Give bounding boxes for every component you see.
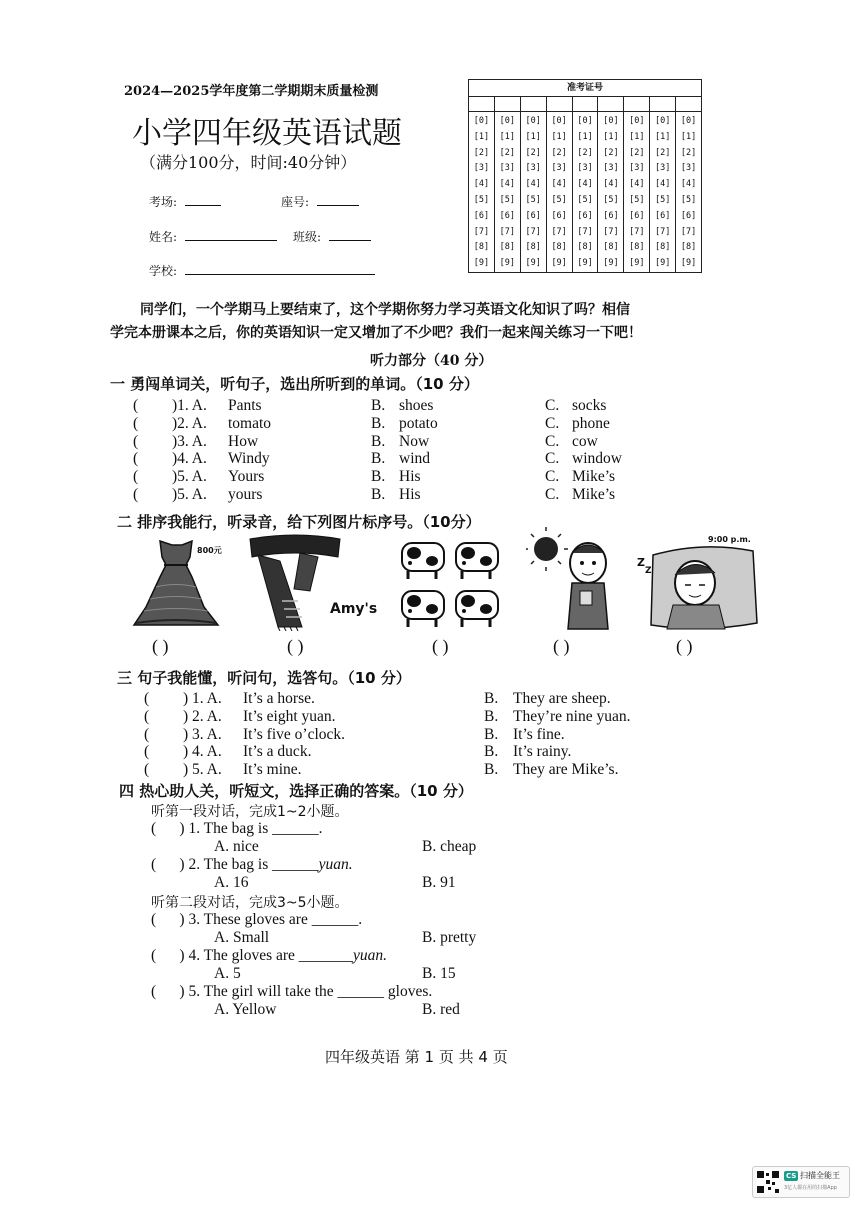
s1-option-c: window [572, 450, 622, 468]
sleeping-boy-picture [643, 537, 763, 633]
s4-q4-text: ) 4. The gloves are _______ [179, 947, 354, 964]
s1-item-number: )5. A. [172, 468, 207, 486]
picture-answer-5[interactable]: ( ) [676, 636, 693, 656]
s4-q2-b: B. 91 [422, 874, 456, 891]
admission-digit-option[interactable]: [4] [655, 179, 671, 190]
admission-digit-option[interactable]: [8] [629, 242, 645, 253]
admission-digit-option[interactable]: [0] [499, 116, 516, 126]
s1-option-c: Mike’s [572, 486, 616, 503]
picture-answer-2[interactable]: ( ) [287, 636, 304, 656]
s1-option-a: Pants [228, 397, 262, 414]
s4-q3-a: A. Small [214, 929, 270, 946]
admission-digit-option[interactable]: [1] [680, 131, 697, 142]
field-seat-blank[interactable] [317, 191, 359, 206]
s1-option-c-letter: C. [545, 432, 560, 450]
picture-answer-3[interactable]: ( ) [432, 636, 449, 656]
s4-q5-a: A. Yellow [214, 1001, 277, 1018]
s1-option-b: His [399, 486, 421, 503]
admission-digit-option[interactable]: [5] [603, 194, 619, 205]
field-room-label: 考场: [149, 195, 178, 209]
section-4-title: 四 热心助人关，听短文，选择正确的答案。（10 分） [119, 782, 473, 800]
admission-digit-option[interactable]: [7] [577, 226, 593, 237]
admission-digit-option[interactable]: [3] [551, 163, 567, 174]
admission-write-cell[interactable] [573, 97, 599, 111]
s1-option-b-letter: B. [371, 468, 386, 486]
admission-digit-option[interactable]: [0] [655, 116, 671, 126]
field-name-label: 姓名: [149, 230, 178, 244]
s4-q5-text: ) 5. The girl will take the ______ gloves. [179, 983, 433, 1000]
admission-digit-option[interactable]: [7] [680, 226, 697, 237]
s1-item-number: )2. A. [172, 414, 207, 432]
admission-digit-columns [469, 112, 701, 272]
admission-digit-option[interactable]: [9] [629, 258, 645, 269]
admission-digit-option[interactable]: [6] [525, 210, 541, 221]
s1-item-number: )5. A. [172, 486, 207, 503]
admission-label: 准考证号 [469, 80, 701, 97]
admission-digit-option[interactable]: [2] [551, 147, 567, 158]
listening-header: 听力部分（40 分） [370, 353, 493, 369]
admission-digit-option[interactable]: [6] [629, 210, 645, 221]
s1-answer-paren[interactable]: ( [133, 397, 139, 414]
s4-q1 [151, 820, 323, 838]
s1-answer-paren[interactable]: ( [133, 486, 139, 503]
s3-option-b: It’s fine. [513, 725, 565, 743]
admission-digit-option[interactable]: [5] [629, 194, 645, 205]
admission-digit-option[interactable]: [9] [551, 258, 567, 269]
s1-item-number: )1. A. [172, 397, 207, 414]
admission-digit-option[interactable]: [7] [551, 226, 567, 237]
s3-answer-paren[interactable]: ( [144, 707, 150, 725]
s3-option-b: They’re nine yuan. [513, 707, 631, 725]
admission-digit-column [521, 112, 547, 272]
admission-write-cell[interactable] [547, 97, 573, 111]
s4-q3-text: ) 3. These gloves are ______. [179, 911, 363, 928]
s4-q4-b: B. 15 [422, 965, 456, 982]
field-seat-label: 座号: [281, 195, 310, 209]
admission-write-cell[interactable] [624, 97, 650, 111]
s1-option-c-letter: C. [545, 414, 560, 432]
admission-digit-option[interactable]: [9] [499, 258, 516, 269]
admission-digit-option[interactable]: [4] [551, 179, 567, 190]
admission-digit-option[interactable]: [2] [655, 147, 671, 158]
s3-item-number: ) 1. A. [183, 690, 222, 707]
admission-digit-option[interactable]: [7] [473, 226, 490, 237]
admission-digit-option[interactable]: [8] [525, 242, 541, 253]
s1-option-a: yours [228, 486, 263, 503]
admission-digit-option[interactable]: [2] [577, 147, 593, 158]
intro-line-1: 同学们，一个学期马上要结束了，这个学期你努力学习英语文化知识了吗？相信 [140, 302, 630, 318]
s3-option-b-letter: B. [484, 743, 499, 761]
bedtime-tag: 9:00 p.m. [708, 535, 751, 544]
s4-q5-b: B. red [422, 1001, 460, 1018]
admission-digit-option[interactable]: [7] [655, 226, 671, 237]
s3-item-number: ) 3. A. [183, 725, 222, 743]
admission-write-cell[interactable] [469, 97, 495, 111]
admission-digit-option[interactable]: [7] [525, 226, 541, 237]
section-4-part-1: 听第一段对话，完成1~2小题。 [151, 804, 349, 820]
field-school-label: 学校: [149, 264, 178, 278]
s3-answer-paren[interactable]: ( [144, 725, 150, 743]
watermark-subtitle: 3亿人都在用的扫描App [784, 1185, 837, 1191]
section-1-title: 一 勇闯单词关，听句子，选出所听到的单词。（10 分） [110, 375, 479, 393]
s3-option-b: It’s rainy. [513, 743, 572, 761]
admission-digit-column [573, 112, 599, 272]
admission-digit-option[interactable]: [5] [655, 194, 671, 205]
admission-digit-option[interactable]: [8] [551, 242, 567, 253]
admission-digit-option[interactable]: [9] [525, 258, 541, 269]
s3-option-b-letter: B. [484, 707, 499, 725]
admission-digit-option[interactable]: [8] [473, 242, 490, 253]
s4-q5 [151, 983, 432, 1001]
admission-digit-option[interactable]: [0] [525, 116, 541, 126]
field-class-blank[interactable] [329, 226, 371, 241]
s4-q1-text: ) 1. The bag is ______. [179, 820, 323, 837]
s4-q2 [151, 856, 353, 874]
admission-digit-option[interactable]: [1] [473, 131, 490, 142]
admission-digit-column [676, 112, 701, 272]
scanner-watermark [752, 1166, 850, 1198]
s1-item-number: )3. A. [172, 432, 207, 450]
admission-digit-column [598, 112, 624, 272]
admission-digit-option[interactable]: [3] [629, 163, 645, 174]
s3-option-b: They are Mike’s. [513, 761, 619, 779]
admission-digit-column [495, 112, 521, 272]
s1-option-a: Windy [228, 450, 270, 468]
s1-option-b-letter: B. [371, 414, 386, 432]
admission-digit-column [469, 112, 495, 272]
admission-digit-option[interactable]: [2] [629, 147, 645, 158]
admission-digit-option[interactable]: [0] [577, 116, 593, 126]
sleep-z-2: Z [645, 566, 652, 576]
qr-code-icon [756, 1170, 780, 1194]
s4-q3 [151, 911, 362, 929]
admission-digit-option[interactable]: [4] [577, 179, 593, 190]
answer-paren[interactable]: ( [151, 983, 180, 1000]
admission-digit-option[interactable]: [1] [499, 131, 516, 142]
admission-digit-option[interactable]: [6] [551, 210, 567, 221]
admission-digit-option[interactable]: [1] [525, 131, 541, 142]
admission-digit-option[interactable]: [4] [629, 179, 645, 190]
section-4-part-2: 听第二段对话，完成3~5小题。 [151, 895, 349, 911]
admission-number-grid [468, 79, 702, 273]
s1-option-a: How [228, 432, 259, 450]
admission-digit-option[interactable]: [4] [680, 179, 697, 190]
s4-q2-a: A. 16 [214, 874, 249, 891]
admission-digit-option[interactable]: [6] [680, 210, 697, 221]
s1-option-b-letter: B. [371, 432, 386, 450]
admission-write-cell[interactable] [676, 97, 701, 111]
s3-option-b-letter: B. [484, 690, 499, 707]
s3-item-number: ) 5. A. [183, 761, 222, 779]
admission-digit-option[interactable]: [3] [499, 163, 516, 174]
s3-answer-paren[interactable]: ( [144, 743, 150, 761]
s3-option-a: It’s a duck. [243, 743, 312, 761]
admission-digit-option[interactable]: [4] [603, 179, 619, 190]
admission-digit-option[interactable]: [2] [473, 147, 490, 158]
admission-digit-option[interactable]: [7] [603, 226, 619, 237]
s1-option-c: Mike’s [572, 468, 616, 486]
admission-digit-option[interactable]: [2] [603, 147, 619, 158]
admission-digit-option[interactable]: [3] [525, 163, 541, 174]
s4-q1-b: B. cheap [422, 838, 477, 855]
exam-title: 小学四年级英语试题 [132, 116, 402, 151]
s3-answer-paren[interactable]: ( [144, 761, 150, 779]
s1-option-c-letter: C. [545, 468, 560, 486]
field-seat [281, 191, 359, 210]
admission-digit-option[interactable]: [8] [499, 242, 516, 253]
admission-digit-option[interactable]: [5] [577, 194, 593, 205]
field-class [293, 226, 371, 245]
admission-digit-option[interactable]: [1] [629, 131, 645, 142]
exam-term: 2024—2025学年度第二学期期末质量检测 [124, 84, 379, 99]
admission-digit-option[interactable]: [3] [473, 163, 490, 174]
admission-digit-option[interactable]: [0] [629, 116, 645, 126]
s3-option-b-letter: B. [484, 761, 499, 779]
s4-q4-yuan: yuan. [353, 947, 388, 964]
s3-item-number: ) 4. A. [183, 743, 222, 761]
admission-digit-option[interactable]: [4] [499, 179, 516, 190]
admission-digit-option[interactable]: [9] [577, 258, 593, 269]
s1-item-number: )4. A. [172, 450, 207, 468]
s1-option-a: tomato [228, 414, 272, 432]
s4-q2-yuan: yuan. [318, 856, 353, 873]
cows-picture [396, 535, 508, 631]
admission-digit-option[interactable]: [9] [655, 258, 671, 269]
s3-option-b-letter: B. [484, 725, 499, 743]
s1-option-c-letter: C. [545, 486, 560, 503]
field-name-blank[interactable] [185, 226, 277, 241]
admission-digit-option[interactable]: [6] [655, 210, 671, 221]
s1-option-c: phone [572, 414, 610, 432]
s1-option-b-letter: B. [371, 450, 386, 468]
admission-write-cell[interactable] [495, 97, 521, 111]
admission-digit-option[interactable]: [5] [499, 194, 516, 205]
s3-option-a: It’s eight yuan. [243, 707, 336, 725]
s1-option-c-letter: C. [545, 450, 560, 468]
admission-digit-column [624, 112, 650, 272]
answer-paren[interactable]: ( [151, 911, 180, 928]
admission-digit-option[interactable]: [4] [473, 179, 490, 190]
admission-digit-option[interactable]: [7] [499, 226, 516, 237]
s1-option-b-letter: B. [371, 397, 386, 414]
admission-digit-option[interactable]: [2] [680, 147, 697, 158]
field-school-blank[interactable] [185, 260, 375, 275]
s1-answer-paren[interactable]: ( [133, 450, 139, 468]
s1-answer-paren[interactable]: ( [133, 414, 139, 432]
admission-write-cell[interactable] [521, 97, 547, 111]
field-room-blank[interactable] [185, 191, 221, 206]
answer-paren[interactable]: ( [151, 947, 180, 964]
admission-digit-option[interactable]: [3] [655, 163, 671, 174]
s1-option-c: socks [572, 397, 607, 414]
admission-digit-option[interactable]: [2] [499, 147, 516, 158]
s1-option-b-letter: B. [371, 486, 386, 503]
admission-digit-option[interactable]: [6] [577, 210, 593, 221]
s1-option-b: potato [399, 414, 438, 432]
s1-option-b: shoes [399, 397, 434, 414]
admission-digit-option[interactable]: [1] [577, 131, 593, 142]
admission-write-cell[interactable] [598, 97, 624, 111]
s1-option-c: cow [572, 432, 598, 450]
answer-paren[interactable]: ( [151, 820, 180, 837]
admission-digit-option[interactable]: [8] [603, 242, 619, 253]
picture-answer-4[interactable]: ( ) [553, 636, 570, 656]
field-class-label: 班级: [293, 230, 322, 244]
s4-q4-a: A. 5 [214, 965, 241, 982]
admission-digit-option[interactable]: [3] [680, 163, 697, 174]
admission-digit-option[interactable]: [0] [603, 116, 619, 126]
section-3-title: 三 句子我能懂，听问句，选答句。（10 分） [117, 669, 411, 687]
picture-answer-1[interactable]: ( ) [152, 636, 169, 656]
watermark-title: 扫描全能王 [800, 1171, 840, 1180]
s1-answer-paren[interactable]: ( [133, 468, 139, 486]
s3-item-number: ) 2. A. [183, 707, 222, 725]
admission-digit-option[interactable]: [5] [680, 194, 697, 205]
s3-option-a: It’s five o’clock. [243, 725, 346, 743]
s1-option-b: Now [399, 432, 430, 450]
admission-digit-option[interactable]: [2] [525, 147, 541, 158]
admission-digit-option[interactable]: [9] [603, 258, 619, 269]
admission-digit-option[interactable]: [4] [525, 179, 541, 190]
admission-digit-option[interactable]: [1] [551, 131, 567, 142]
s1-option-b: wind [399, 450, 430, 468]
s1-option-b: His [399, 468, 421, 486]
s1-option-a: Yours [228, 468, 265, 486]
admission-digit-option[interactable]: [9] [680, 258, 697, 269]
admission-digit-option[interactable]: [9] [473, 258, 490, 269]
intro-line-2: 学完本册课本之后，你的英语知识一定又增加了不少吧？我们一起来闯关练习一下吧！ [110, 325, 642, 341]
admission-digit-option[interactable]: [5] [551, 194, 567, 205]
dress-price-tag: 800元 [197, 546, 222, 555]
s4-q3-b: B. pretty [422, 929, 477, 946]
s3-answer-paren[interactable]: ( [144, 690, 150, 707]
admission-digit-column [547, 112, 573, 272]
admission-digit-option[interactable]: [0] [551, 116, 567, 126]
admission-digit-option[interactable]: [7] [629, 226, 645, 237]
admission-digit-option[interactable]: [1] [655, 131, 671, 142]
admission-digit-option[interactable]: [1] [603, 131, 619, 142]
admission-digit-column [650, 112, 676, 272]
admission-digit-option[interactable]: [3] [603, 163, 619, 174]
s3-option-a: It’s a horse. [243, 690, 315, 707]
page-footer: 四年级英语 第 1 页 共 4 页 [325, 1048, 508, 1066]
s3-option-a: It’s mine. [243, 761, 302, 779]
admission-digit-option[interactable]: [5] [473, 194, 490, 205]
admission-digit-option[interactable]: [5] [525, 194, 541, 205]
scarf-owner-tag: Amy's [330, 601, 378, 617]
admission-digit-option[interactable]: [3] [577, 163, 593, 174]
s1-answer-paren[interactable]: ( [133, 432, 139, 450]
hot-boy-picture [526, 527, 622, 633]
admission-digit-option[interactable]: [8] [655, 242, 671, 253]
s4-q4 [151, 947, 387, 965]
admission-digit-option[interactable]: [0] [473, 116, 490, 126]
admission-digit-option[interactable]: [6] [499, 210, 516, 221]
admission-digit-option[interactable]: [6] [473, 210, 490, 221]
s1-option-c-letter: C. [545, 397, 560, 414]
field-room [149, 191, 221, 210]
admission-write-row [469, 97, 701, 112]
admission-digit-option[interactable]: [0] [680, 116, 697, 126]
admission-digit-option[interactable]: [8] [680, 242, 697, 253]
cs-badge: CS [786, 1172, 797, 1180]
exam-subtitle: （满分100分，时间:40分钟） [140, 153, 357, 172]
section-2-title: 二 排序我能行，听录音，给下列图片标序号。（10分） [117, 513, 481, 531]
s4-q2-text: ) 2. The bag is ______ [179, 856, 319, 873]
admission-digit-option[interactable]: [6] [603, 210, 619, 221]
s4-q1-a: A. nice [214, 838, 259, 855]
admission-digit-option[interactable]: [8] [577, 242, 593, 253]
answer-paren[interactable]: ( [151, 856, 180, 873]
field-school [149, 260, 375, 279]
s3-option-b: They are sheep. [513, 690, 611, 707]
admission-write-cell[interactable] [650, 97, 676, 111]
field-name [149, 226, 277, 245]
sleep-z-1: Z [637, 556, 645, 569]
